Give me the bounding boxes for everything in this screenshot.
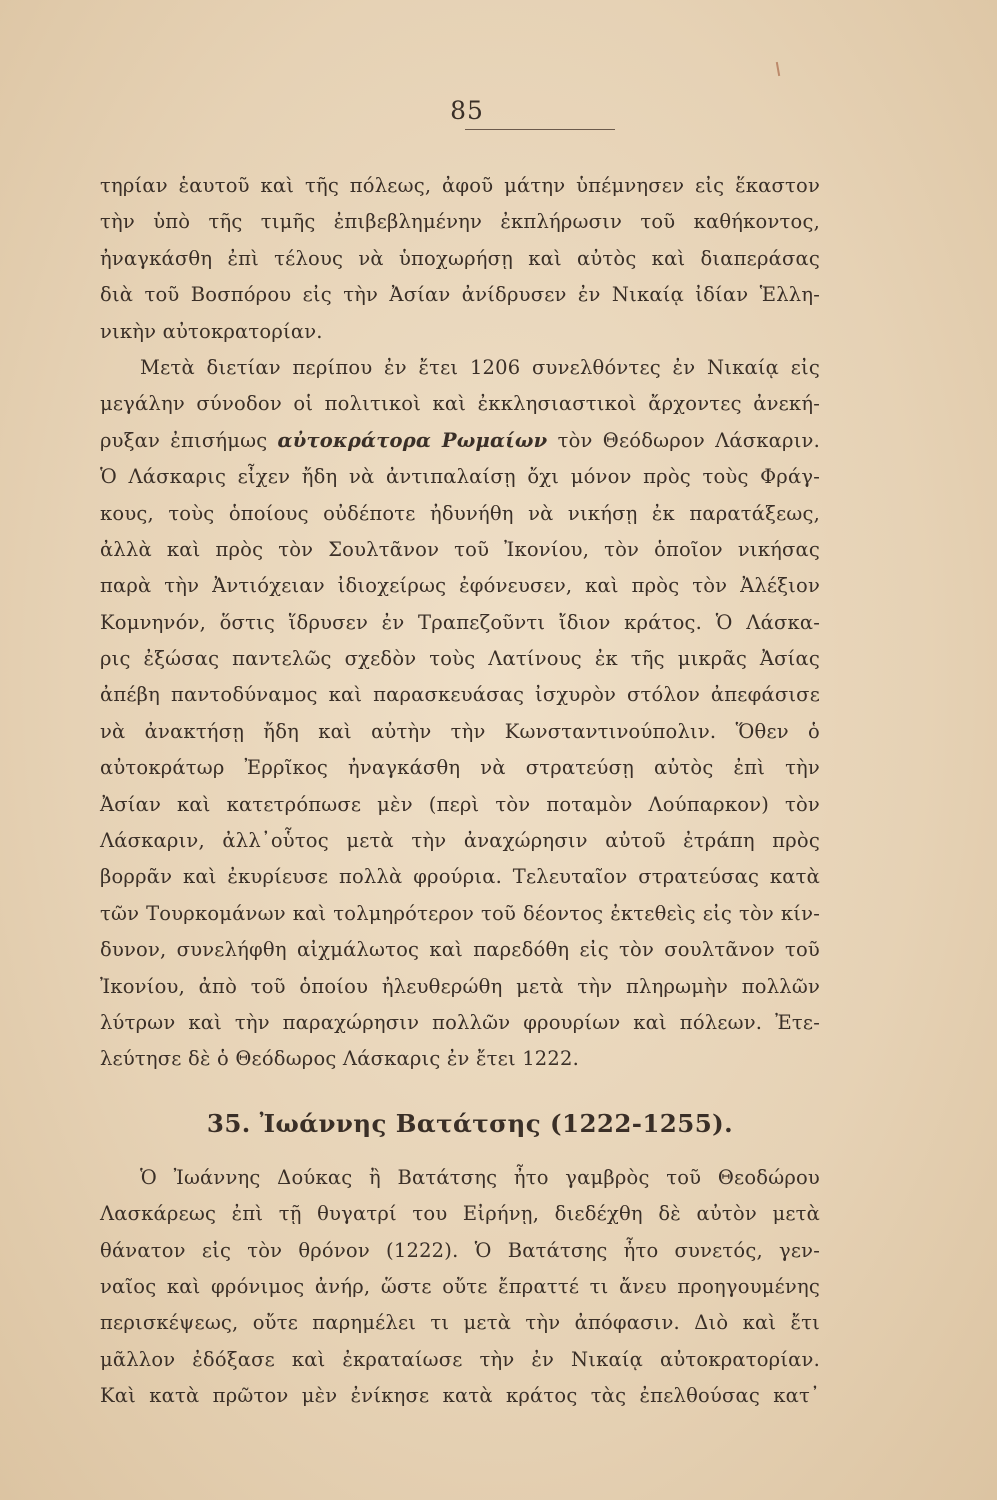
emphasis-title: αὐτοκράτορα Ρωμαίων (277, 428, 548, 452)
text-line: λεύτησε δὲ ὁ Θεόδωρος Λάσκαρις ἐν ἔτει 1222. (100, 1047, 580, 1071)
text-line: κους, τοὺς ὁποίους οὐδέποτε ἠδυνήθη νὰ νικήσῃ ἐκ παρατάξεως, (100, 501, 820, 525)
text-line: βορρᾶν καὶ ἐκυρίευσε πολλὰ φρούρια. Τελευταῖον στρατεύσας κατὰ (100, 865, 820, 889)
text-line: λύτρων καὶ τὴν παραχώρησιν πολλῶν φρουρίων καὶ πόλεων. Ἐτε- (100, 1010, 820, 1034)
text-line: θάνατον εἰς τὸν θρόνον (1222). Ὁ Βατάτσης ἦτο συνετός, γεν- (100, 1238, 820, 1262)
text-line: περισκέψεως, οὔτε παρημέλει τι μετὰ τὴν ἀπόφασιν. Διὸ καὶ ἔτι (100, 1311, 820, 1335)
text-line: νὰ ἀνακτήσῃ ἤδη καὶ αὐτὴν τὴν Κωνσταντινούπολιν. Ὅθεν ὁ (100, 719, 820, 743)
text-run: ρυξαν ἐπισήμως (100, 428, 278, 452)
book-page (100, 96, 821, 1408)
text-line: ρις ἐξώσας παντελῶς σχεδὸν τοὺς Λατίνους ἐκ τῆς μικρᾶς Ἀσίας (100, 647, 820, 671)
section-heading: 35. Ἰωάννης Βατάτσης (1222-1255). (206, 1108, 734, 1138)
page-number: 85 (450, 96, 484, 125)
ink-mark (776, 62, 780, 76)
text-line: Ἀσίαν καὶ κατετρόπωσε μὲν (περὶ τὸν ποταμὸν Λούπαρκον) τὸν (100, 792, 820, 816)
text-line: τῶν Τουρκομάνων καὶ τολμηρότερον τοῦ δέοντος ἐκτεθεὶς εἰς τὸν κίν- (100, 901, 820, 925)
text-line: παρὰ τὴν Ἀντιόχειαν ἰδιοχείρως ἐφόνευσεν, καὶ πρὸς τὸν Ἀλέξιον (100, 574, 820, 598)
page-number-rule (465, 129, 615, 130)
text-line: ναῖος καὶ φρόνιμος ἀνήρ, ὥστε οὔτε ἔπραττέ τι ἄνευ προηγουμένης (100, 1274, 820, 1298)
text-line (100, 423, 820, 459)
text-line: αὐτοκράτωρ Ἐρρῖκος ἠναγκάσθη νὰ στρατεύσῃ αὐτὸς ἐπὶ τὴν (100, 756, 820, 780)
text-line: μεγάλην σύνοδον οἱ πολιτικοὶ καὶ ἐκκλησιαστικοὶ ἄρχοντες ἀνεκή- (100, 392, 820, 416)
text-line: μᾶλλον ἐδόξασε καὶ ἐκραταίωσε τὴν ἐν Νικαίᾳ αὐτοκρατορίαν. (100, 1347, 820, 1371)
text-line: Κομνηνόν, ὅστις ἵδρυσεν ἐν Τραπεζοῦντι ἴδιον κράτος. Ὁ Λάσκα- (100, 610, 820, 634)
text-line: νικὴν αὐτοκρατορίαν. (100, 319, 323, 343)
text-line: τὴν ὑπὸ τῆς τιμῆς ἐπιβεβλημένην ἐκπλήρωσιν τοῦ καθήκοντος, (100, 210, 820, 234)
text-line: Ἰκονίου, ἀπὸ τοῦ ὁποίου ἠλευθερώθη μετὰ τὴν πληρωμὴν πολλῶν (100, 974, 820, 998)
text-line: διὰ τοῦ Βοσπόρου εἰς τὴν Ἀσίαν ἀνίδρυσεν ἐν Νικαίᾳ ἰδίαν Ἑλλη- (100, 283, 820, 307)
text-line: ἀλλὰ καὶ πρὸς τὸν Σουλτᾶνον τοῦ Ἰκονίου, τὸν ὁποῖον νικήσας (100, 537, 820, 561)
body-text (100, 168, 820, 1415)
text-line: ἀπέβη παντοδύναμος καὶ παρασκευάσας ἰσχυρὸν στόλον ἀπεφάσισε (100, 683, 820, 707)
text-line: Λάσκαριν, ἀλλ᾽οὗτος μετὰ τὴν ἀναχώρησιν αὐτοῦ ἐτράπη πρὸς (100, 829, 820, 853)
text-line: Καὶ κατὰ πρῶτον μὲν ἐνίκησε κατὰ κράτος τὰς ἐπελθούσας κατ᾽ (100, 1384, 820, 1408)
text-line: ἠναγκάσθη ἐπὶ τέλους νὰ ὑποχωρήσῃ καὶ αὐτὸς καὶ διαπεράσας (100, 246, 820, 270)
text-line: δυνον, συνελήφθη αἰχμάλωτος καὶ παρεδόθη εἰς τὸν σουλτᾶνον τοῦ (100, 938, 820, 962)
text-line: Λασκάρεως ἐπὶ τῇ θυγατρί του Εἰρήνῃ, διεδέχθη δὲ αὐτὸν μετὰ (100, 1202, 820, 1226)
text-line: τηρίαν ἑαυτοῦ καὶ τῆς πόλεως, ἀφοῦ μάτην ὑπέμνησεν εἰς ἕκαστον (100, 174, 820, 197)
text-line: Μετὰ διετίαν περίπου ἐν ἔτει 1206 συνελθόντες ἐν Νικαίᾳ εἰς (140, 355, 820, 379)
text-run: τὸν Θεόδωρον Λάσκαριν. (547, 428, 821, 452)
text-line: Ὁ Λάσκαρις εἶχεν ἤδη νὰ ἀντιπαλαίσῃ ὄχι μόνον πρὸς τοὺς Φράγ- (100, 465, 820, 489)
text-line: Ὁ Ἰωάννης Δούκας ἢ Βατάτσης ἦτο γαμβρὸς τοῦ Θεοδώρου (140, 1165, 820, 1189)
